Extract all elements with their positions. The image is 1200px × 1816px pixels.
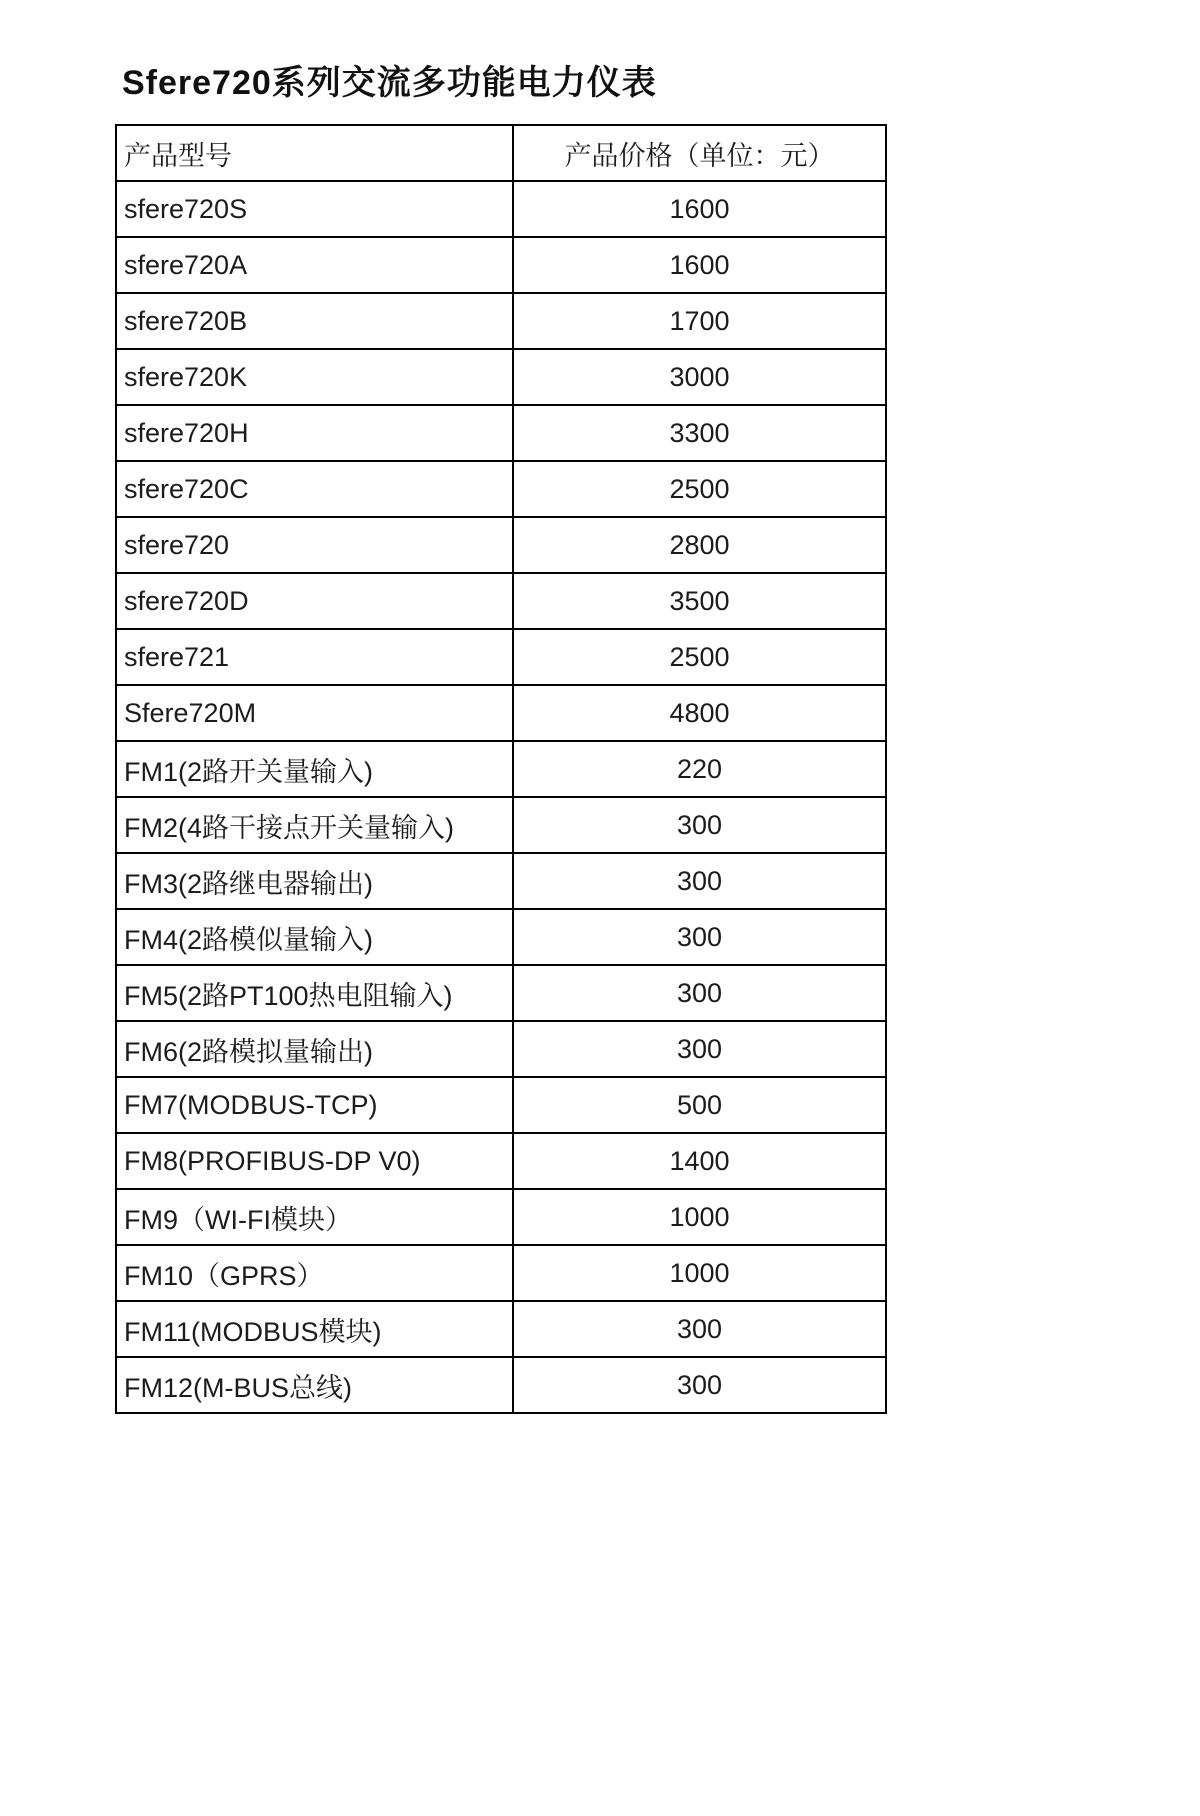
column-header-model: 产品型号 <box>116 125 513 181</box>
product-price-cell: 3500 <box>513 573 886 629</box>
product-model-cell: sfere720S <box>116 181 513 237</box>
product-model-cell: FM10（GPRS） <box>116 1245 513 1301</box>
product-model-cell: FM5(2路PT100热电阻输入) <box>116 965 513 1021</box>
product-price-cell: 4800 <box>513 685 886 741</box>
table-row <box>116 461 886 517</box>
product-price-table <box>115 124 887 1414</box>
table-row <box>116 853 886 909</box>
table-row <box>116 1301 886 1357</box>
price-table-head <box>116 125 886 181</box>
table-row <box>116 965 886 1021</box>
content-area <box>115 55 887 1414</box>
product-model-cell: FM11(MODBUS模块) <box>116 1301 513 1357</box>
product-model-cell: FM3(2路继电器输出) <box>116 853 513 909</box>
product-price-cell: 1400 <box>513 1133 886 1189</box>
product-model-cell: FM1(2路开关量输入) <box>116 741 513 797</box>
table-row <box>116 797 886 853</box>
product-model-cell: FM8(PROFIBUS-DP V0) <box>116 1133 513 1189</box>
product-price-cell: 1000 <box>513 1189 886 1245</box>
product-price-cell: 300 <box>513 1301 886 1357</box>
product-price-cell: 300 <box>513 1021 886 1077</box>
product-model-cell: sfere720D <box>116 573 513 629</box>
table-row <box>116 629 886 685</box>
table-row <box>116 517 886 573</box>
table-row <box>116 1021 886 1077</box>
product-model-cell: FM12(M-BUS总线) <box>116 1357 513 1413</box>
price-table-body <box>116 181 886 1413</box>
table-row <box>116 1245 886 1301</box>
table-row <box>116 181 886 237</box>
table-row <box>116 1357 886 1413</box>
table-row <box>116 1133 886 1189</box>
product-price-cell: 2500 <box>513 461 886 517</box>
product-model-cell: sfere720 <box>116 517 513 573</box>
table-row <box>116 293 886 349</box>
table-row <box>116 573 886 629</box>
product-model-cell: sfere720C <box>116 461 513 517</box>
product-price-cell: 500 <box>513 1077 886 1133</box>
product-model-cell: Sfere720M <box>116 685 513 741</box>
table-row <box>116 1077 886 1133</box>
product-price-cell: 3300 <box>513 405 886 461</box>
product-price-cell: 1000 <box>513 1245 886 1301</box>
product-price-cell: 1700 <box>513 293 886 349</box>
product-model-cell: sfere720K <box>116 349 513 405</box>
product-model-cell: FM4(2路模似量输入) <box>116 909 513 965</box>
product-model-cell: FM9（WI-FI模块） <box>116 1189 513 1245</box>
product-price-cell: 300 <box>513 965 886 1021</box>
table-row <box>116 237 886 293</box>
product-price-cell: 300 <box>513 853 886 909</box>
product-model-cell: sfere720A <box>116 237 513 293</box>
page-title: Sfere720系列交流多功能电力仪表 <box>122 64 657 102</box>
table-row <box>116 741 886 797</box>
table-row <box>116 405 886 461</box>
product-price-cell: 220 <box>513 741 886 797</box>
table-row <box>116 909 886 965</box>
product-model-cell: sfere720H <box>116 405 513 461</box>
product-model-cell: FM6(2路模拟量输出) <box>116 1021 513 1077</box>
product-price-cell: 2800 <box>513 517 886 573</box>
table-row <box>116 349 886 405</box>
column-header-price: 产品价格（单位：元） <box>513 125 886 181</box>
product-price-cell: 300 <box>513 797 886 853</box>
product-price-cell: 1600 <box>513 181 886 237</box>
product-price-cell: 3000 <box>513 349 886 405</box>
table-row <box>116 685 886 741</box>
product-model-cell: sfere721 <box>116 629 513 685</box>
product-model-cell: sfere720B <box>116 293 513 349</box>
product-price-cell: 300 <box>513 909 886 965</box>
product-price-cell: 1600 <box>513 237 886 293</box>
product-model-cell: FM7(MODBUS-TCP) <box>116 1077 513 1133</box>
header-row <box>116 125 886 181</box>
table-row <box>116 1189 886 1245</box>
product-price-cell: 2500 <box>513 629 886 685</box>
product-price-cell: 300 <box>513 1357 886 1413</box>
product-model-cell: FM2(4路干接点开关量输入) <box>116 797 513 853</box>
